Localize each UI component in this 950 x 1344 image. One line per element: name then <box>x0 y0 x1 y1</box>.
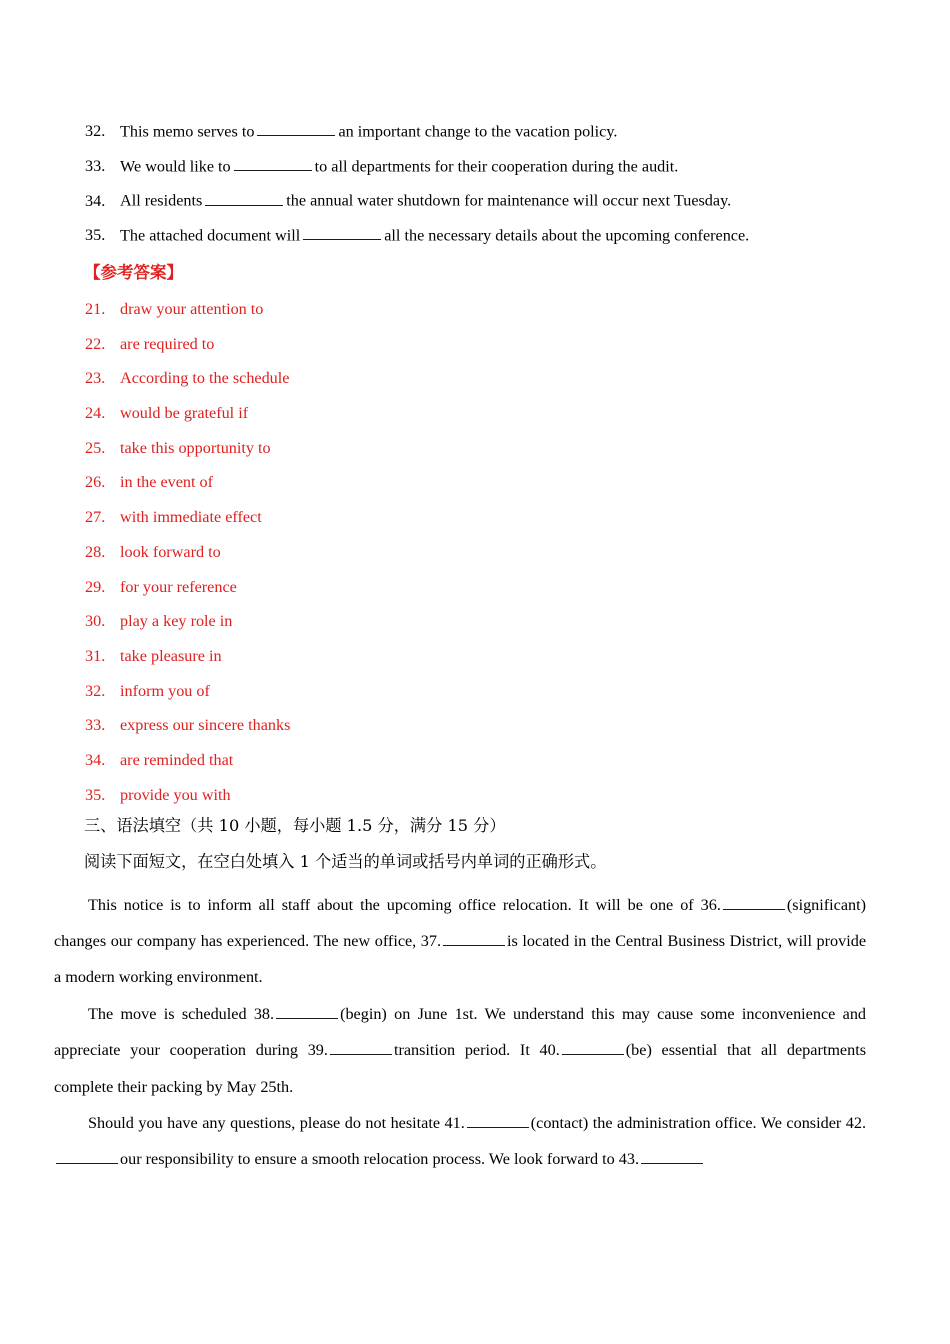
answer-text: in the event of <box>120 473 214 492</box>
answer-text: are required to <box>120 334 215 353</box>
passage-paragraph <box>54 1105 866 1177</box>
fill-in-blank[interactable] <box>234 157 312 171</box>
passage-segment: Should you have any questions, please do not hesitate 41. <box>88 1114 465 1133</box>
fill-in-blank[interactable] <box>330 1041 392 1055</box>
answer-number: 25. <box>85 438 106 457</box>
answer-number: 21. <box>85 300 106 318</box>
question-text <box>120 122 875 139</box>
answer-number: 31. <box>85 646 106 665</box>
section-heading: 三、语法填空（共 10 小题，每小题 1.5 分，满分 15 分） <box>84 816 506 835</box>
fill-in-blank[interactable] <box>56 1150 118 1164</box>
passage-segment: (be) essential that all departments complete their packing by May 25th. <box>54 1041 867 1096</box>
answer-text: for your reference <box>120 577 237 596</box>
answer-number: 35. <box>85 785 106 804</box>
answer-item <box>85 440 685 475</box>
answer-text: draw your attention to <box>120 300 264 318</box>
question-text <box>120 157 875 174</box>
question-item <box>85 122 875 157</box>
answer-item <box>85 474 685 509</box>
answer-item <box>85 301 685 336</box>
answer-text: inform you of <box>120 681 210 700</box>
fill-in-blank[interactable] <box>641 1150 703 1164</box>
answer-number: 32. <box>85 681 106 700</box>
question-item <box>85 191 875 226</box>
answer-text: are reminded that <box>120 750 234 769</box>
answer-number: 26. <box>85 473 106 492</box>
answer-item <box>85 648 685 683</box>
fill-in-blank[interactable] <box>723 896 785 910</box>
passage-segment: transition period. It 40. <box>393 1041 560 1060</box>
answer-text: express our sincere thanks <box>120 716 291 735</box>
answer-number: 23. <box>85 369 106 388</box>
question-number: 33. <box>85 156 106 175</box>
fill-in-blank[interactable] <box>276 1005 338 1019</box>
answer-text: According to the schedule <box>120 369 290 388</box>
question-text <box>120 226 875 243</box>
answer-item <box>85 370 685 405</box>
fill-in-blank[interactable] <box>562 1041 624 1055</box>
passage-segment: (begin) on June 1st. We understand this may cause some inconvenience and appreciate your cooperation during 39. <box>54 1005 867 1060</box>
question-text-before: We would like to <box>120 156 231 175</box>
answer-key-header: 【参考答案】 <box>84 263 183 282</box>
answer-text: take this opportunity to <box>120 438 271 457</box>
question-text-after: to all departments for their cooperation during the audit. <box>314 156 679 175</box>
answer-item <box>85 579 685 614</box>
answer-text: would be grateful if <box>120 404 249 423</box>
answer-text: look forward to <box>120 542 221 561</box>
answer-item <box>85 683 685 718</box>
question-text-after: the annual water shutdown for maintenance will occur next Tuesday. <box>286 191 732 210</box>
answer-text: with immediate effect <box>120 508 262 527</box>
passage-segment: (contact) the administration office. We consider 42. <box>530 1114 867 1133</box>
passage-segment: our responsibility to ensure a smooth relocation process. We look forward to 43. <box>120 1150 639 1169</box>
answer-text: provide you with <box>120 785 231 804</box>
passage-segment: The move is scheduled 38. <box>88 1005 275 1024</box>
question-text-after: an important change to the vacation policy. <box>338 122 618 141</box>
answer-number: 27. <box>85 508 106 527</box>
question-list <box>85 122 875 261</box>
answer-item <box>85 544 685 579</box>
fill-in-blank[interactable] <box>205 191 283 205</box>
question-text-before: The attached document will <box>120 226 301 245</box>
question-text-before: All residents <box>120 191 203 210</box>
section-instruction: 阅读下面短文，在空白处填入 1 个适当的单词或括号内单词的正确形式。 <box>84 852 607 871</box>
answer-number: 24. <box>85 404 106 423</box>
answer-text: play a key role in <box>120 612 233 631</box>
answer-item <box>85 717 685 752</box>
passage-body <box>54 887 866 1178</box>
question-item <box>85 226 875 261</box>
answer-number: 30. <box>85 612 106 631</box>
answer-number: 29. <box>85 577 106 596</box>
answer-item <box>85 336 685 371</box>
answer-item <box>85 509 685 544</box>
answer-number: 33. <box>85 716 106 735</box>
question-number: 34. <box>85 191 106 210</box>
question-text-after: all the necessary details about the upcoming conference. <box>384 226 750 245</box>
question-text <box>120 191 875 208</box>
answer-number: 28. <box>85 542 106 561</box>
passage-paragraph <box>54 887 866 996</box>
answer-item <box>85 405 685 440</box>
answer-text: take pleasure in <box>120 646 222 665</box>
fill-in-blank[interactable] <box>443 932 505 946</box>
passage-segment: is located in the Central Business District, will provide a modern working environment. <box>54 932 866 987</box>
passage-segment: (significant) changes our company has experienced. The new office, 37. <box>54 896 866 951</box>
answer-number: 34. <box>85 750 106 769</box>
answer-item <box>85 613 685 648</box>
question-number: 32. <box>85 122 106 141</box>
fill-in-blank[interactable] <box>257 122 335 136</box>
passage-segment: This notice is to inform all staff about the upcoming office relocation. It will be one of 36. <box>88 896 721 914</box>
question-text-before: This memo serves to <box>120 122 255 141</box>
answer-number: 22. <box>85 334 106 353</box>
question-number: 35. <box>85 226 106 245</box>
answer-key-list <box>85 301 685 821</box>
question-item <box>85 157 875 192</box>
fill-in-blank[interactable] <box>467 1114 529 1128</box>
fill-in-blank[interactable] <box>303 226 381 240</box>
passage-paragraph <box>54 996 866 1105</box>
answer-item <box>85 752 685 787</box>
